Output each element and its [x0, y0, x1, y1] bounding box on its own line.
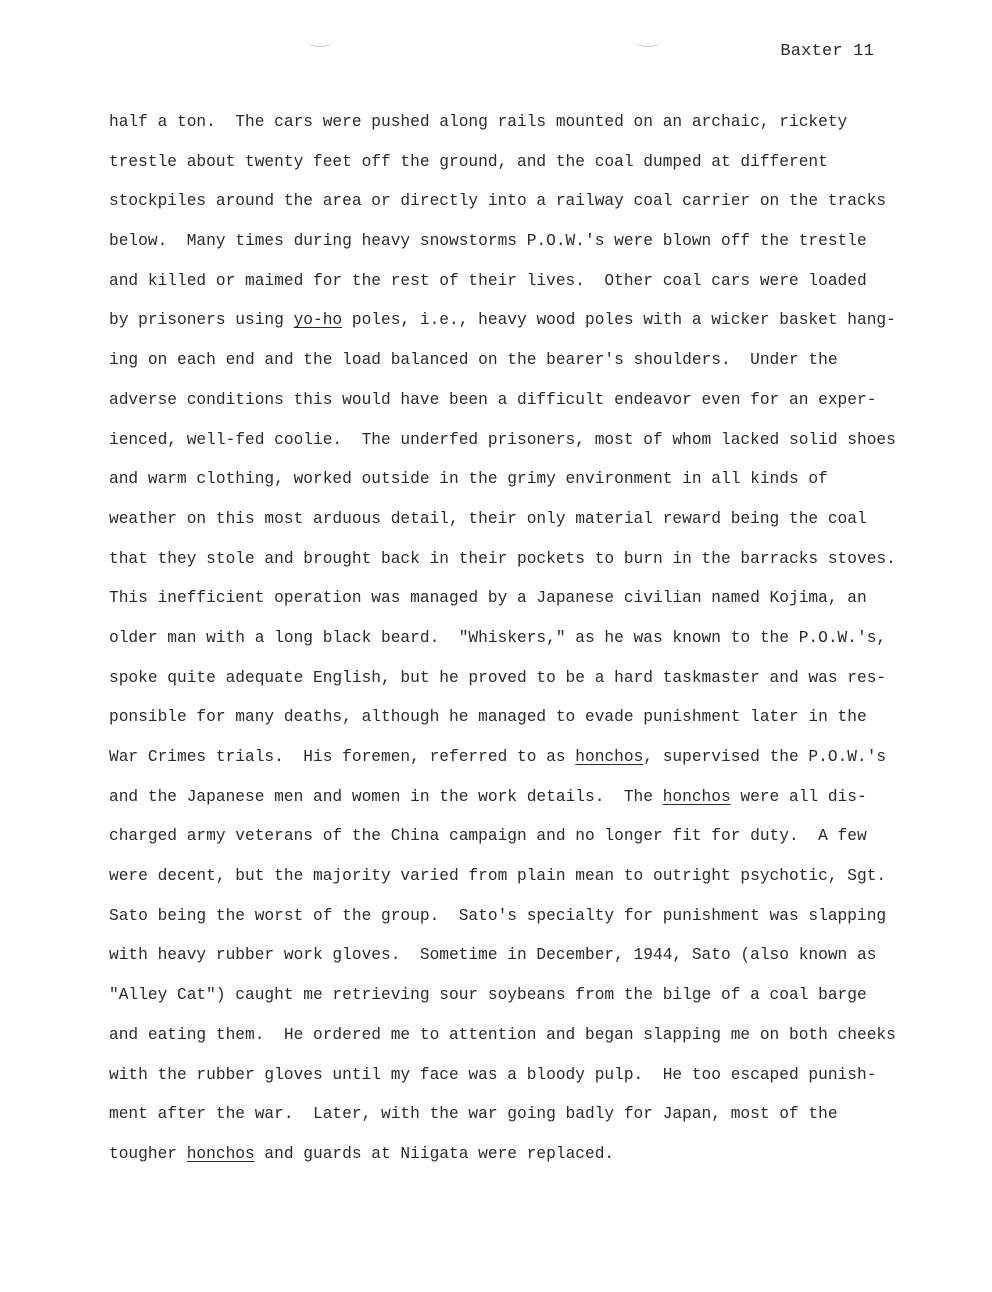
text-line: charged army veterans of the China campaign and no longer fit for duty. A few: [109, 827, 867, 846]
text-line: ing on each end and the load balanced on the bearer's shoulders. Under the: [109, 351, 838, 370]
body-text: [109, 103, 929, 1175]
text-line: Sato being the worst of the group. Sato's specialty for punishment was slapping: [109, 906, 887, 925]
text-line: that they stole and brought back in their pockets to burn in the barracks stoves.: [109, 549, 896, 568]
text-line: spoke quite adequate English, but he proved to be a hard taskmaster and was res-: [109, 668, 887, 687]
text-segment: poles, i.e., heavy wood poles with a wicker basket hang-: [342, 311, 896, 330]
text-line: below. Many times during heavy snowstorms P.O.W.'s were blown off the trestle: [109, 232, 867, 251]
text-line: trestle about twenty feet off the ground, and the coal dumped at different: [109, 152, 828, 171]
text-line: weather on this most arduous detail, their only material reward being the coal: [109, 509, 867, 528]
text-line: adverse conditions this would have been a difficult endeavor even for an exper-: [109, 390, 877, 409]
text-line: [109, 1135, 929, 1175]
hole-punch-mark-right: [634, 34, 662, 47]
text-line: with heavy rubber work gloves. Sometime in December, 1944, Sato (also known as: [109, 946, 877, 965]
text-line: half a ton. The cars were pushed along rails mounted on an archaic, rickety: [109, 113, 848, 131]
text-line: and eating them. He ordered me to attention and began slapping me on both cheeks: [109, 1025, 896, 1044]
text-line: [109, 301, 929, 341]
text-line: with the rubber gloves until my face was a bloody pulp. He too escaped punish-: [109, 1065, 877, 1084]
text-segment: were all dis-: [730, 787, 867, 806]
text-line: [109, 738, 929, 778]
text-line: ienced, well-fed coolie. The underfed prisoners, most of whom lacked solid shoes: [109, 430, 896, 449]
text-segment: , supervised the P.O.W.'s: [643, 748, 887, 766]
underlined-term: yo-ho: [293, 311, 343, 330]
text-line: "Alley Cat") caught me retrieving sour soybeans from the bilge of a coal barge: [109, 986, 867, 1005]
text-segment: War Crimes trials. His foremen, referred to as: [109, 748, 576, 766]
text-line: This inefficient operation was managed by a Japanese civilian named Kojima, an: [109, 589, 867, 608]
underlined-term: honchos: [186, 1144, 255, 1163]
text-segment: and the Japanese men and women in the work details. The: [109, 787, 663, 806]
hole-punch-mark-left: [306, 34, 334, 47]
text-line: and warm clothing, worked outside in the grimy environment in all kinds of: [109, 470, 828, 489]
underlined-term: honchos: [662, 787, 731, 806]
text-segment: tougher: [109, 1144, 187, 1163]
text-line: were decent, but the majority varied from plain mean to outright psychotic, Sgt.: [109, 867, 887, 886]
text-line: ponsible for many deaths, although he managed to evade punishment later in the: [109, 708, 867, 727]
text-line: older man with a long black beard. "Whiskers," as he was known to the P.O.W.'s,: [109, 628, 887, 647]
page-header: Baxter 11: [780, 42, 874, 61]
text-line: [109, 778, 929, 818]
text-line: stockpiles around the area or directly into a railway coal carrier on the tracks: [109, 192, 887, 211]
text-segment: by prisoners using: [109, 311, 294, 330]
text-line: and killed or maimed for the rest of their lives. Other coal cars were loaded: [109, 271, 867, 290]
text-line: ment after the war. Later, with the war going badly for Japan, most of the: [109, 1105, 838, 1124]
underlined-term: honchos: [575, 748, 644, 766]
text-segment: and guards at Niigata were replaced.: [254, 1144, 615, 1163]
